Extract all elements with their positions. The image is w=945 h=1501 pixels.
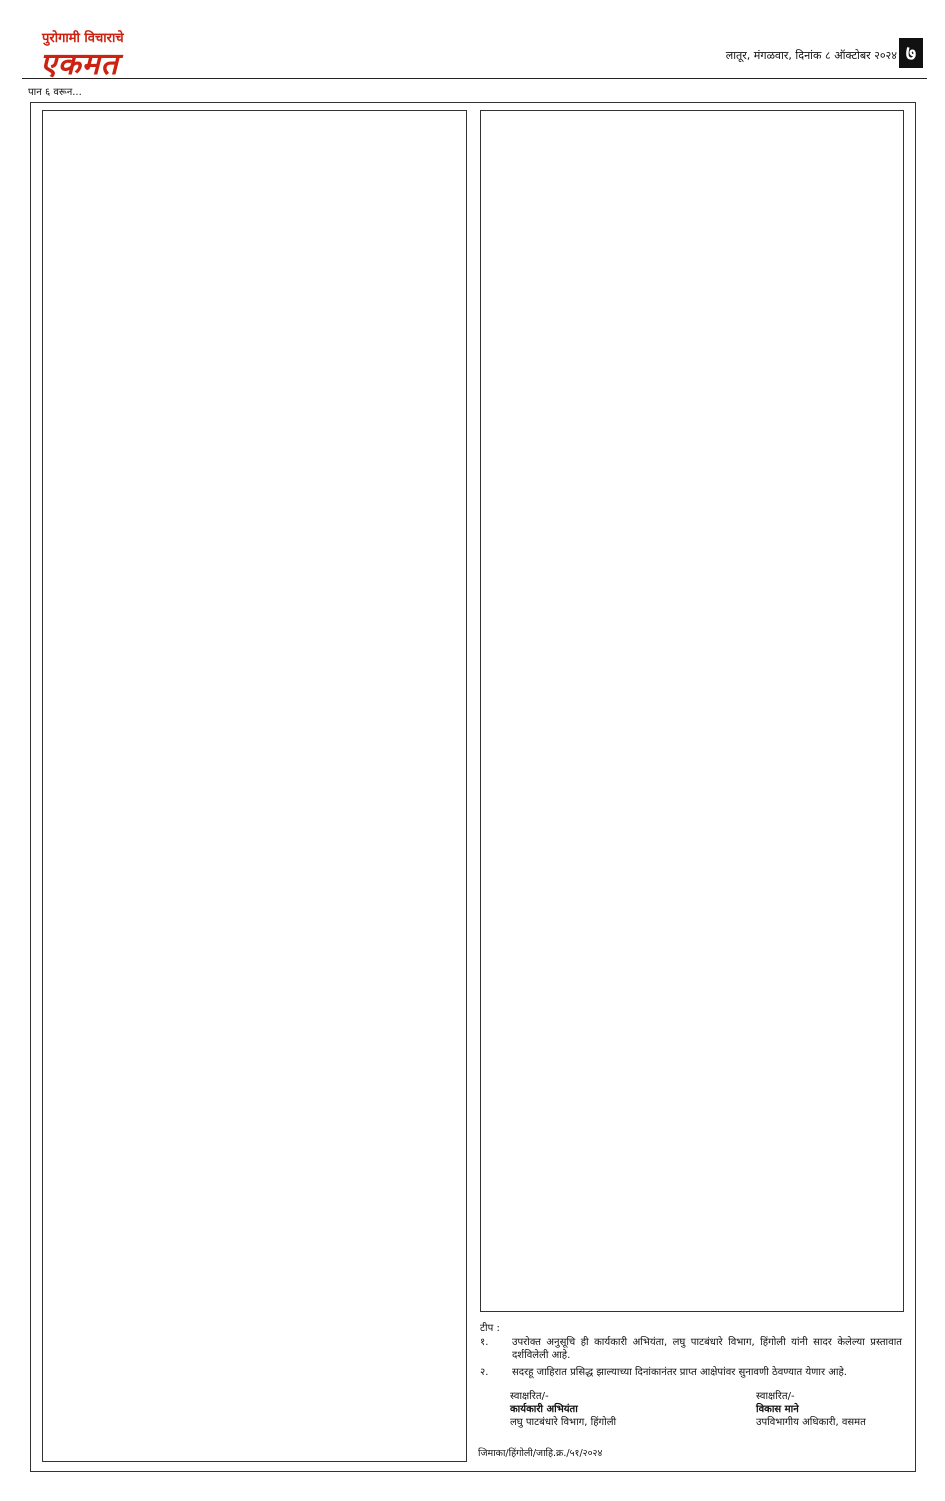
page-number-badge: ७ — [899, 38, 923, 68]
page-header — [0, 0, 945, 84]
note-text: उपरोक्त अनुसूचि ही कार्यकारी अभियंता, लघु पाटबंधारे विभाग, हिंगोली यांनी सादर केलेल्या प्रस्तावात दर्शविलेली आहे. — [512, 1337, 902, 1361]
newspaper-masthead-logo: एकमत — [40, 47, 119, 82]
note-number: २. — [480, 1367, 489, 1378]
signatory-office: लघु पाटबंधारे विभाग, हिंगोली — [510, 1417, 617, 1428]
continued-from-label: पान ६ वरून... — [28, 87, 82, 98]
dateline: लातूर, मंगळवार, दिनांक ८ ऑक्टोबर २०२४ — [725, 49, 897, 62]
left-schedule-table — [42, 110, 467, 1462]
signatory-title: विकास माने — [756, 1404, 799, 1415]
note-item — [480, 1336, 900, 1364]
publication-reference: जिमाका/हिंगोली/जाहि.क्र./५१/२०२४ — [478, 1448, 603, 1459]
signature-block-right — [756, 1390, 866, 1429]
signature-block-left — [510, 1390, 616, 1429]
masthead-tagline: पुरोगामी विचाराचे — [42, 31, 124, 46]
note-number: १. — [480, 1337, 489, 1348]
right-schedule-table — [480, 110, 904, 1312]
signed-label: स्वाक्षरित/- — [756, 1391, 795, 1402]
signed-label: स्वाक्षरित/- — [510, 1391, 549, 1402]
note-text: सदरहू जाहिरात प्रसिद्ध झाल्याच्या दिनांकानंतर प्राप्त आक्षेपांवर सुनावणी ठेवण्यात येणार आहे. — [512, 1367, 847, 1378]
signatory-office: उपविभागीय अधिकारी, वसमत — [756, 1417, 866, 1428]
header-rule — [22, 78, 927, 79]
signatory-title: कार्यकारी अभियंता — [510, 1404, 578, 1415]
notes-heading: टीप : — [480, 1323, 500, 1334]
